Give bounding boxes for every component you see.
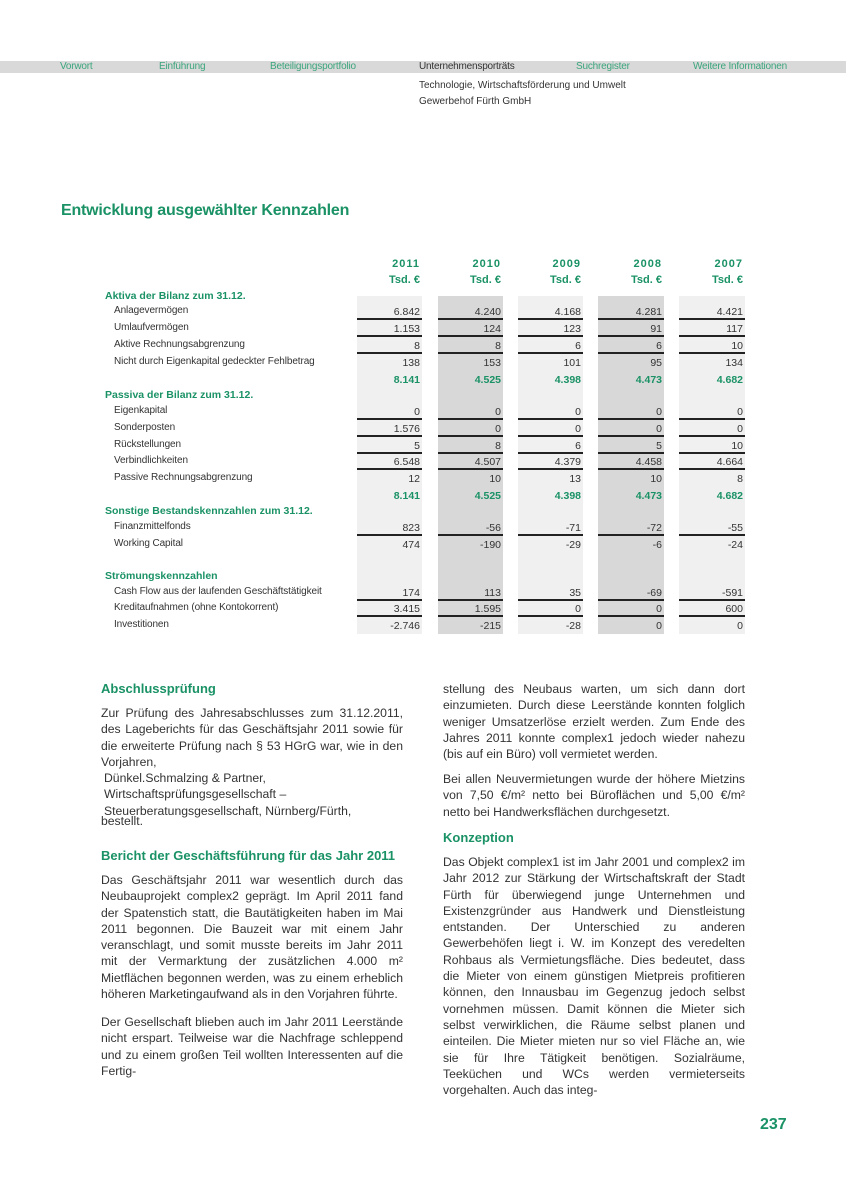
table-cell: 10 (679, 338, 745, 354)
paragraph-abschlusspruefung: Zur Prüfung des Jahresabschlusses zum 31.12.2011, des Lageberichts für das Geschäftsjahr 2011 sowie für die erweiterte Prüfung nach § 53 HGrG war, wie in den Vorjahren, (101, 706, 403, 769)
table-cell: 823 (357, 520, 422, 536)
nav-item-5[interactable]: Weitere Informationen (693, 61, 787, 72)
table-cell: 6.548 (357, 454, 422, 470)
table-cell: 117 (679, 321, 745, 337)
table-cell: 0 (656, 620, 662, 632)
table-cell: 3.415 (357, 601, 422, 617)
table-cell: 4.664 (679, 454, 745, 470)
total-cell: 4.682 (716, 374, 743, 386)
table-cell: 8 (438, 338, 503, 354)
table-cell: 4.458 (598, 454, 664, 470)
table-cell: -2.746 (390, 620, 420, 632)
section-heading: Passiva der Bilanz zum 31.12. (105, 389, 254, 401)
table-cell: -29 (565, 539, 581, 551)
column-unit: Tsd. € (470, 274, 501, 286)
row-label: Kreditaufnahmen (ohne Kontokorrent) (114, 602, 279, 613)
table-cell: 6 (518, 338, 583, 354)
table-cell: 4.379 (518, 454, 583, 470)
table-cell: -71 (518, 520, 583, 536)
table-cell: -56 (438, 520, 503, 536)
table-cell: 0 (438, 404, 503, 420)
subnav-company[interactable]: Gewerbehof Fürth GmbH (419, 96, 532, 107)
row-label: Nicht durch Eigenkapital gedeckter Fehlbetrag (114, 356, 315, 367)
heading-konzeption: Konzeption (443, 830, 514, 845)
nav-item-0[interactable]: Vorwort (60, 61, 93, 72)
paragraph-bestellt: bestellt. (101, 814, 144, 828)
table-cell: -190 (479, 539, 501, 551)
total-cell: 4.525 (474, 374, 501, 386)
row-label: Finanzmittelfonds (114, 521, 191, 532)
page-number: 237 (760, 1116, 787, 1133)
table-cell: 123 (518, 321, 583, 337)
table-cell: 6 (518, 438, 583, 454)
row-label: Investitionen (114, 619, 169, 630)
table-cell: 0 (598, 421, 664, 437)
section-heading: Strömungskennzahlen (105, 570, 218, 582)
table-cell: 138 (402, 357, 420, 369)
paragraph-pruefer: Dünkel.Schmalzing & Partner, Wirtschaftsprüfungsgesellschaft – Steuerberatungsgesellschaft, Nürnberg/Fürth, (104, 771, 352, 818)
table-cell: 10 (679, 438, 745, 454)
table-cell: 10 (489, 473, 501, 485)
table-cell: 4.240 (438, 304, 503, 320)
paragraph-bericht-2: Der Gesellschaft blieben auch im Jahr 2011 Leerstände nicht erspart. Teilweise war die Nachfrage schleppend und zu einem großen Teil wollten Interessenten auf die Fertig- (101, 1015, 403, 1078)
row-label: Anlagevermögen (114, 305, 189, 316)
table-cell: 91 (598, 321, 664, 337)
heading-bericht: Bericht der Geschäftsführung für das Jahr 2011 (101, 848, 396, 863)
table-cell: 5 (357, 438, 422, 454)
table-cell: 101 (563, 357, 581, 369)
row-label: Rückstellungen (114, 439, 181, 450)
table-cell: -72 (598, 520, 664, 536)
heading-abschlusspruefung: Abschlussprüfung (101, 681, 216, 696)
table-cell: 35 (518, 585, 583, 601)
table-cell: 0 (598, 601, 664, 617)
column-year: 2011 (392, 258, 420, 270)
column-unit: Tsd. € (712, 274, 743, 286)
section-heading: Aktiva der Bilanz zum 31.12. (105, 290, 246, 302)
nav-item-3[interactable]: Unternehmensporträts (419, 61, 515, 72)
table-cell: 174 (357, 585, 422, 601)
column-unit: Tsd. € (389, 274, 420, 286)
section-heading: Sonstige Bestandskennzahlen zum 31.12. (105, 505, 313, 517)
total-cell: 8.141 (393, 490, 420, 502)
table-cell: -24 (727, 539, 743, 551)
row-label: Umlaufvermögen (114, 322, 189, 333)
total-cell: 4.398 (554, 490, 581, 502)
table-cell: 474 (402, 539, 420, 551)
table-cell: 4.168 (518, 304, 583, 320)
table-cell: 0 (357, 404, 422, 420)
row-label: Passive Rechnungsabgrenzung (114, 472, 253, 483)
table-cell: 8 (438, 438, 503, 454)
table-cell: 0 (679, 421, 745, 437)
table-cell: 153 (483, 357, 501, 369)
table-cell: 12 (408, 473, 420, 485)
row-label: Verbindlichkeiten (114, 455, 188, 466)
table-cell: 1.153 (357, 321, 422, 337)
subnav-category[interactable]: Technologie, Wirtschaftsförderung und Umwelt (419, 80, 626, 91)
table-cell: 0 (438, 421, 503, 437)
table-cell: 0 (518, 421, 583, 437)
total-cell: 4.682 (716, 490, 743, 502)
table-cell: 8 (737, 473, 743, 485)
table-cell: 4.421 (679, 304, 745, 320)
table-cell: 1.576 (357, 421, 422, 437)
total-cell: 8.141 (393, 374, 420, 386)
table-cell: 8 (357, 338, 422, 354)
table-cell: 134 (725, 357, 743, 369)
nav-item-2[interactable]: Beteiligungsportfolio (270, 61, 356, 72)
table-cell: -69 (598, 585, 664, 601)
paragraph-konzeption: Das Objekt complex1 ist im Jahr 2001 und complex2 im Jahr 2012 zur Stärkung der Wirtschaftskraft der Stadt Fürth für überwiegend junge Unternehmen und Existenzgründer aus Handwerk und Dienstleistung entstanden. Der Unterschied zu anderen Gewerbehöfen liegt i. W. im Konzept des veredelten Rohbaus als Vermietungsfläche. Dies bedeutet, dass die Mieter von einem günstigen Mietpreis profitieren können, den Innausbau im Gegenzug jedoch selbst vornehmen müssen. Damit können die Mieter sich selbst verwirklichen, die Räume selbst planen und einteilen. Die Mieter mieten nur so viel Fläche an, wie sie für Ihre Tätigkeit benötigen. Sozialräume, Teeküchen und WCs werden vermieterseits vorgehalten. Auch das integ- (443, 855, 745, 1098)
table-cell: -591 (679, 585, 745, 601)
nav-item-1[interactable]: Einführung (159, 61, 206, 72)
paragraph-continuation: stellung des Neubaus warten, um sich dann dort einzumieten. Durch diese Leerstände konnten folglich weniger Umsatzerlöse erzielt werden. Zum Ende des Jahres 2011 konnte complex1 jedoch wieder nahezu (bis auf ein Büro) voll vermietet werden. (443, 682, 745, 762)
table-cell: 0 (518, 404, 583, 420)
table-cell: 95 (650, 357, 662, 369)
row-label: Working Capital (114, 538, 183, 549)
table-cell: 0 (518, 601, 583, 617)
row-label: Sonderposten (114, 422, 176, 433)
total-cell: 4.473 (635, 374, 662, 386)
table-cell: 0 (737, 620, 743, 632)
table-cell: 1.595 (438, 601, 503, 617)
table-cell: 6.842 (357, 304, 422, 320)
column-year: 2008 (633, 258, 662, 270)
table-cell: 6 (598, 338, 664, 354)
nav-item-4[interactable]: Suchregister (576, 61, 630, 72)
total-cell: 4.525 (474, 490, 501, 502)
table-cell: 600 (679, 601, 745, 617)
row-label: Eigenkapital (114, 405, 168, 416)
table-cell: 124 (438, 321, 503, 337)
paragraph-bericht-1: Das Geschäftsjahr 2011 war wesentlich durch das Neubauprojekt complex2 geprägt. Im April 2011 fand der Spatenstich statt, die Bautätigkeiten haben im Mai 2011 begonnen. Die Bauzeit war mit einem Jahr veranschlagt, und somit musste bereits im Jahr 2011 mit der Vermarktung der zusätzlichen 4.000 m² Mietflächen begonnen werden, was zu einem erheblich höheren Marketingaufwand als in den Vorjahren führte. (101, 873, 403, 1002)
column-year: 2010 (472, 258, 501, 270)
table-cell: 10 (650, 473, 662, 485)
column-unit: Tsd. € (550, 274, 581, 286)
page-title: Entwicklung ausgewählter Kennzahlen (61, 202, 350, 219)
table-cell: -215 (479, 620, 501, 632)
table-cell: 113 (438, 585, 503, 601)
row-label: Aktive Rechnungsabgrenzung (114, 339, 245, 350)
column-year: 2009 (552, 258, 581, 270)
column-unit: Tsd. € (631, 274, 662, 286)
column-year: 2007 (714, 258, 743, 270)
table-cell: 0 (598, 404, 664, 420)
total-cell: 4.398 (554, 374, 581, 386)
table-cell: 13 (569, 473, 581, 485)
table-cell: -55 (679, 520, 745, 536)
paragraph-mietzins: Bei allen Neuvermietungen wurde der höhere Mietzins von 7,50 €/m² netto bei Büroflächen und 5,00 €/m² netto bei Handwerksflächen durchgesetzt. (443, 772, 745, 819)
table-cell: 5 (598, 438, 664, 454)
table-cell: 0 (679, 404, 745, 420)
table-cell: 4.281 (598, 304, 664, 320)
table-cell: -28 (565, 620, 581, 632)
row-label: Cash Flow aus der laufenden Geschäftstätigkeit (114, 586, 322, 597)
table-cell: 4.507 (438, 454, 503, 470)
total-cell: 4.473 (635, 490, 662, 502)
table-cell: -6 (652, 539, 662, 551)
